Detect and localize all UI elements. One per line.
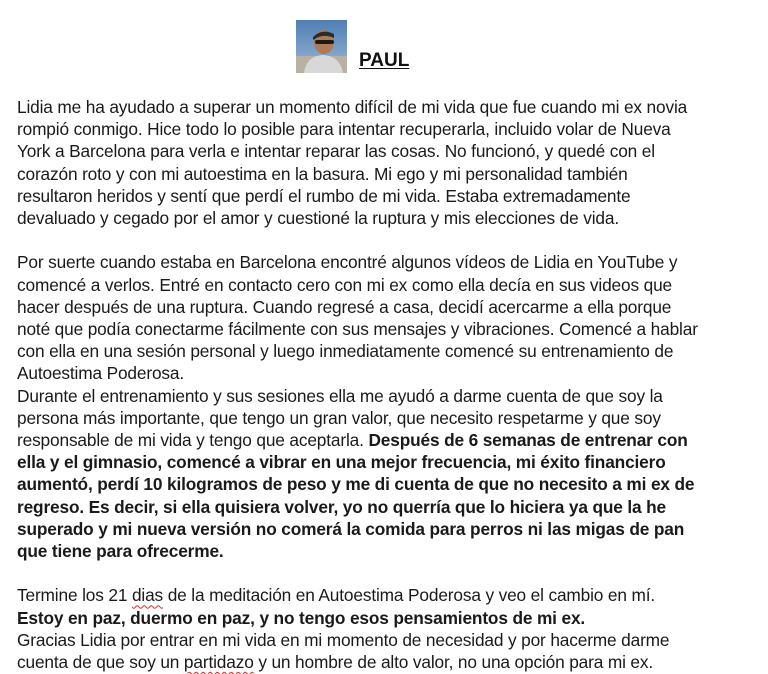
paragraph-result [17,584,757,673]
bold-line: superado y mi nueva versión no comerá la comida para perros ni las migas de pan [17,518,685,539]
bold-line: Estoy en paz, duermo en paz, y no tengo esos pensamientos de mi ex. [17,607,586,628]
avatar [296,20,347,73]
text-line: Lidia me ha ayudado a superar un momento difícil de mi vida que fue cuando mi ex novia [17,97,688,117]
testimonial-header [0,0,768,80]
author-name: PAUL [359,50,410,71]
text-segment: y un hombre de alto valor, no una opción para mi ex. [253,652,654,673]
paragraph-experience [17,96,757,229]
bold-line: ella y el gimnasio, comencé a vibrar en una mejor frecuencia, mi éxito financiero [17,452,666,473]
spellcheck-flagged-word[interactable]: partidazo [183,652,254,673]
text-segment: cuenta de que soy un [17,652,184,673]
text-line: comencé a verlos. Entré en contacto cero con mi ex como ella decía en sus videos que [17,274,673,295]
text-line [17,651,757,673]
text-line: Autoestima Poderosa. [17,363,185,384]
text-segment: responsable de mi vida y tengo que aceptarla. [17,430,369,451]
text-line: York a Barcelona para verla e intentar reparar las cosas. No funcionó, y quedé con el [17,141,655,162]
person-photo-icon [296,20,347,73]
text-line: Por suerte cuando estaba en Barcelona encontré algunos vídeos de Lidia en YouTube y [17,252,678,273]
paragraph-training [17,385,757,563]
text-line: rompió conmigo. Hice todo lo posible para intentar recuperarla, incluido volar de Nueva [17,119,671,140]
text-line: con ella en una sesión personal y luego inmediatamente comencé su entrenamiento de [17,341,674,362]
text-line: corazón roto y con mi autoestima en la basura. Mi ego y mi personalidad también [17,163,628,184]
bold-line: aumentó, perdí 10 kilogramos de peso y me di cuenta de que no necesito a mi ex de [17,474,695,495]
text-line: resultaron heridos y sentí que perdí el rumbo de mi vida. Estaba extremadamente [17,185,631,206]
text-line: Durante el entrenamiento y sus sesiones ella me ayudó a darme cuenta de que soy la [17,385,663,406]
text-segment: de la meditación en Autoestima Poderosa y veo el cambio en mí. [163,585,656,606]
spellcheck-flagged-word[interactable]: dias [131,585,164,606]
bold-segment: Después de 6 semanas de entrenar con [368,430,688,451]
paragraph-discovery [17,251,757,384]
text-line [17,584,757,606]
text-line: hacer después de una ruptura. Cuando regresé a casa, decidí acercarme a ella porque [17,296,672,317]
text-line: devaluado y cegado por el amor y cuestioné la ruptura y mis elecciones de vida. [17,208,619,229]
testimonial-body [17,96,757,673]
text-line [17,429,757,451]
bold-line: regreso. Es decir, si ella quisiera volver, yo no querría que lo hiciera ya que la he [17,496,667,517]
text-line: noté que podía conectarme fácilmente con sus mensajes y vibraciones. Comencé a hablar [17,319,698,340]
text-segment: Termine los 21 [17,585,132,606]
text-line: Gracias Lidia por entrar en mi vida en mi momento de necesidad y por hacerme darme [17,629,670,650]
text-line: persona más importante, que tengo un gran valor, que necesito respetarme y que soy [17,407,661,428]
bold-line: que tiene para ofrecerme. [17,541,224,562]
